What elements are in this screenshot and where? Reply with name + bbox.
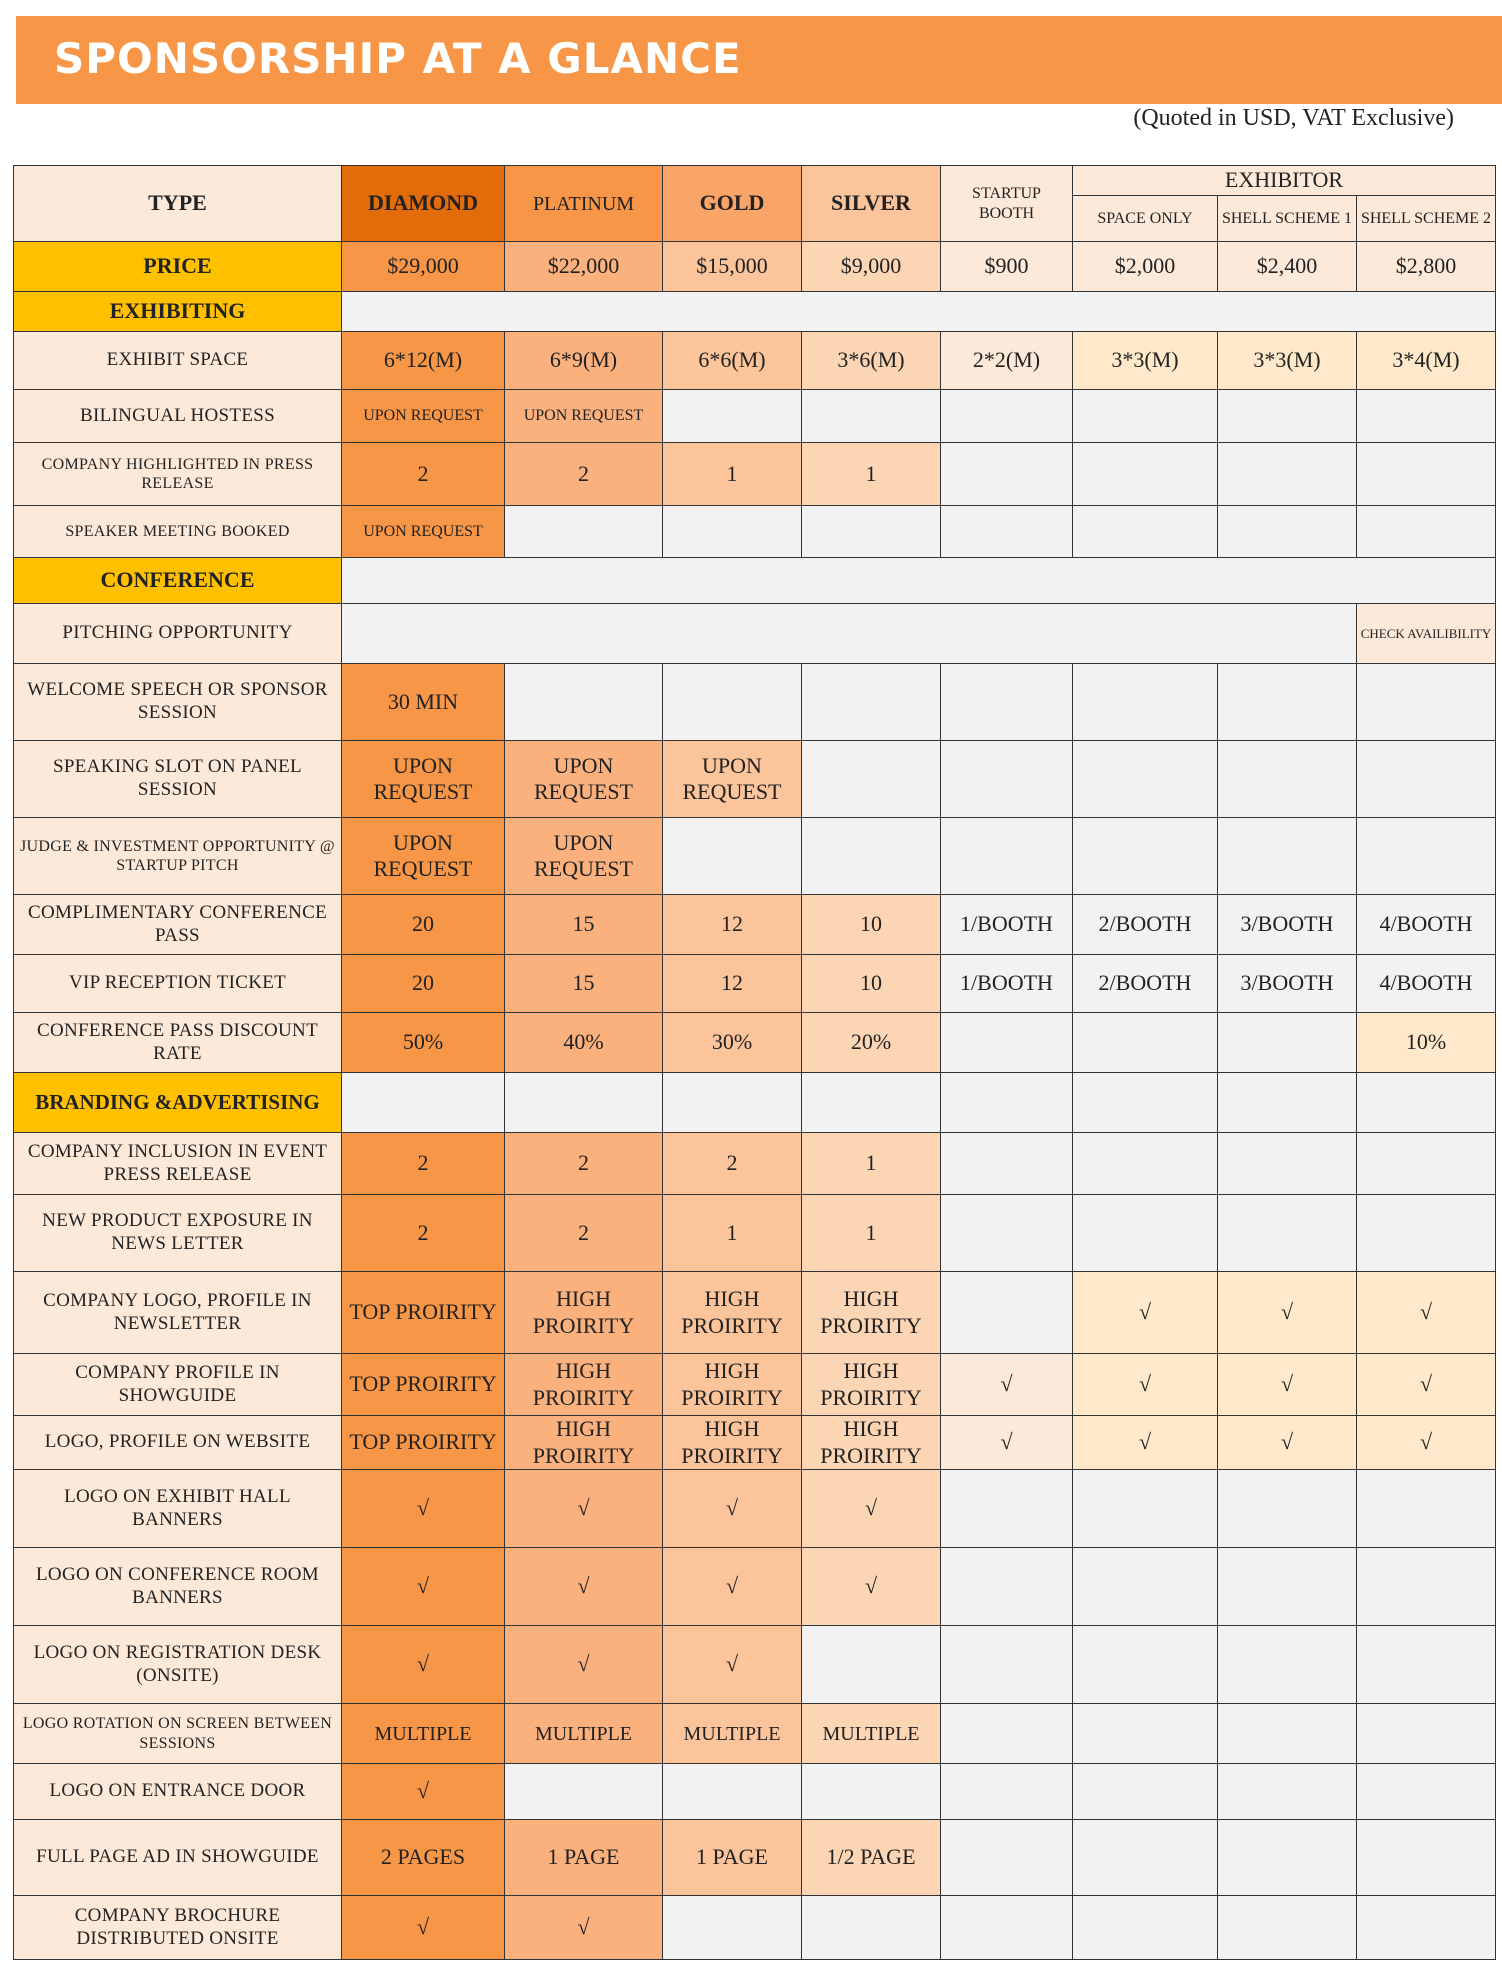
row-bilingual-hostess [14, 390, 1496, 443]
check-icon: √ [505, 1626, 663, 1704]
cell-platinum: UPON REQUEST [505, 818, 663, 895]
row-room-banners [14, 1548, 1496, 1626]
check-icon: √ [1357, 1354, 1496, 1416]
empty-cell [663, 664, 802, 741]
empty-cell [941, 818, 1073, 895]
cell-diamond: 2 [342, 1195, 505, 1272]
cell-shell-scheme-2: 4/BOOTH [1357, 955, 1496, 1013]
row-label: SPEAKING SLOT ON PANEL SESSION [14, 741, 342, 818]
cell-platinum: 2 [505, 1133, 663, 1195]
empty-cell [663, 506, 802, 558]
cell-diamond: UPON REQUEST [342, 506, 505, 558]
empty-cell [1218, 664, 1357, 741]
header-diamond: DIAMOND [342, 166, 505, 242]
section-label: BRANDING &ADVERTISING [14, 1073, 342, 1133]
empty-cell [1073, 1764, 1218, 1820]
empty-cell [1357, 1820, 1496, 1896]
page-title: SPONSORSHIP AT A GLANCE [54, 34, 742, 83]
row-newsletter-logo [14, 1272, 1496, 1354]
check-icon: √ [941, 1416, 1073, 1470]
empty-cell [1357, 1073, 1496, 1133]
row-complimentary-pass [14, 895, 1496, 955]
check-icon: √ [1218, 1354, 1357, 1416]
empty-cell [1218, 1764, 1357, 1820]
row-label: COMPANY HIGHLIGHTED IN PRESS RELEASE [14, 443, 342, 506]
cell-platinum: UPON REQUEST [505, 390, 663, 443]
sponsorship-table [13, 165, 1496, 1960]
empty-cell [1357, 1548, 1496, 1626]
empty-cell [941, 664, 1073, 741]
empty-cell [941, 1704, 1073, 1764]
row-label: LOGO ON EXHIBIT HALL BANNERS [14, 1470, 342, 1548]
cell-silver: 3*6(M) [802, 332, 941, 390]
empty-cell [1357, 390, 1496, 443]
cell-platinum: HIGH PROIRITY [505, 1416, 663, 1470]
check-icon: √ [802, 1470, 941, 1548]
empty-cell [342, 604, 1357, 664]
check-icon: √ [342, 1548, 505, 1626]
check-icon: √ [1073, 1416, 1218, 1470]
empty-cell [663, 1764, 802, 1820]
cell-gold: 1 [663, 1195, 802, 1272]
row-entrance-door [14, 1764, 1496, 1820]
empty-cell [1218, 1704, 1357, 1764]
empty-cell [1073, 664, 1218, 741]
empty-cell [342, 292, 1496, 332]
empty-cell [505, 664, 663, 741]
cell-platinum: 15 [505, 955, 663, 1013]
cell-gold: UPON REQUEST [663, 741, 802, 818]
empty-cell [1357, 1704, 1496, 1764]
check-icon: √ [505, 1548, 663, 1626]
check-icon: √ [505, 1470, 663, 1548]
row-judge-investment [14, 818, 1496, 895]
empty-cell [1073, 1073, 1218, 1133]
header-shell-scheme-2: SHELL SCHEME 2 [1357, 196, 1496, 242]
row-label: COMPANY INCLUSION IN EVENT PRESS RELEASE [14, 1133, 342, 1195]
empty-cell [1073, 741, 1218, 818]
cell-diamond: TOP PROIRITY [342, 1354, 505, 1416]
header-shell-scheme-1: SHELL SCHEME 1 [1218, 196, 1357, 242]
empty-cell [1357, 1195, 1496, 1272]
cell-silver: HIGH PROIRITY [802, 1354, 941, 1416]
check-icon: √ [1218, 1416, 1357, 1470]
empty-cell [1073, 1896, 1218, 1960]
row-label: LOGO, PROFILE ON WEBSITE [14, 1416, 342, 1470]
empty-cell [1073, 1470, 1218, 1548]
cell-shell-scheme-1: 3/BOOTH [1218, 895, 1357, 955]
empty-cell [941, 506, 1073, 558]
cell-gold: 2 [663, 1133, 802, 1195]
empty-cell [941, 443, 1073, 506]
empty-cell [1073, 390, 1218, 443]
row-label: LOGO ON CONFERENCE ROOM BANNERS [14, 1548, 342, 1626]
check-icon: √ [1218, 1272, 1357, 1354]
row-logo-rotation [14, 1704, 1496, 1764]
cell-diamond: UPON REQUEST [342, 818, 505, 895]
cell-gold: 30% [663, 1013, 802, 1073]
empty-cell [1218, 443, 1357, 506]
header-platinum: PLATINUM [505, 166, 663, 242]
cell-silver: 1 [802, 1133, 941, 1195]
row-label: VIP RECEPTION TICKET [14, 955, 342, 1013]
empty-cell [941, 1013, 1073, 1073]
cell-startup-booth: 1/BOOTH [941, 955, 1073, 1013]
empty-cell [1218, 1896, 1357, 1960]
empty-cell [1218, 390, 1357, 443]
section-label: EXHIBITING [14, 292, 342, 332]
cell-gold: 1 [663, 443, 802, 506]
cell-shell-scheme-1: 3/BOOTH [1218, 955, 1357, 1013]
cell-shell-scheme-2: 10% [1357, 1013, 1496, 1073]
section-exhibiting [14, 292, 1496, 332]
empty-cell [1073, 1195, 1218, 1272]
check-icon: √ [663, 1548, 802, 1626]
cell-diamond: 2 [342, 443, 505, 506]
section-conference [14, 558, 1496, 604]
empty-cell [1073, 1626, 1218, 1704]
cell-startup-booth: 1/BOOTH [941, 895, 1073, 955]
row-label: LOGO ON ENTRANCE DOOR [14, 1764, 342, 1820]
row-label: NEW PRODUCT EXPOSURE IN NEWS LETTER [14, 1195, 342, 1272]
row-label: EXHIBIT SPACE [14, 332, 342, 390]
check-icon: √ [505, 1896, 663, 1960]
row-pitching [14, 604, 1496, 664]
row-label: LOGO ON REGISTRATION DESK (ONSITE) [14, 1626, 342, 1704]
cell-diamond: UPON REQUEST [342, 390, 505, 443]
cell-diamond: 20 [342, 895, 505, 955]
cell-gold: 12 [663, 895, 802, 955]
empty-cell [1357, 1764, 1496, 1820]
cell-silver: MULTIPLE [802, 1704, 941, 1764]
header-startup-booth: STARTUP BOOTH [941, 166, 1073, 242]
header-type: TYPE [14, 166, 342, 242]
row-brochure [14, 1896, 1496, 1960]
row-newsletter-product [14, 1195, 1496, 1272]
empty-cell [1218, 506, 1357, 558]
cell-gold: HIGH PROIRITY [663, 1272, 802, 1354]
empty-cell [1218, 1626, 1357, 1704]
row-panel-session [14, 741, 1496, 818]
empty-cell [941, 1272, 1073, 1354]
check-icon: √ [342, 1470, 505, 1548]
row-label: JUDGE & INVESTMENT OPPORTUNITY @ STARTUP PITCH [14, 818, 342, 895]
row-exhibit-space [14, 332, 1496, 390]
cell-gold: 12 [663, 955, 802, 1013]
check-icon: √ [342, 1626, 505, 1704]
cell-silver: 20% [802, 1013, 941, 1073]
cell-platinum: HIGH PROIRITY [505, 1272, 663, 1354]
empty-cell [505, 1764, 663, 1820]
cell-silver: 1/2 PAGE [802, 1820, 941, 1896]
price-shell-scheme-1: $2,400 [1218, 242, 1357, 292]
header-gold: GOLD [663, 166, 802, 242]
empty-cell [1073, 506, 1218, 558]
cell-gold: HIGH PROIRITY [663, 1416, 802, 1470]
check-icon: √ [1073, 1354, 1218, 1416]
cell-diamond: 50% [342, 1013, 505, 1073]
check-icon: √ [941, 1354, 1073, 1416]
cell-shell-scheme-2: 3*4(M) [1357, 332, 1496, 390]
row-label: WELCOME SPEECH OR SPONSOR SESSION [14, 664, 342, 741]
empty-cell [941, 1896, 1073, 1960]
empty-cell [663, 390, 802, 443]
check-icon: √ [802, 1548, 941, 1626]
cell-diamond: 2 PAGES [342, 1820, 505, 1896]
empty-cell [1073, 1548, 1218, 1626]
cell-startup-booth: 2*2(M) [941, 332, 1073, 390]
check-icon: √ [663, 1626, 802, 1704]
empty-cell [802, 1626, 941, 1704]
empty-cell [1218, 1195, 1357, 1272]
empty-cell [1073, 1133, 1218, 1195]
row-full-page-ad [14, 1820, 1496, 1896]
row-discount-rate [14, 1013, 1496, 1073]
currency-note: (Quoted in USD, VAT Exclusive) [1133, 105, 1454, 131]
cell-silver: 1 [802, 1195, 941, 1272]
empty-cell [505, 1073, 663, 1133]
cell-diamond: 6*12(M) [342, 332, 505, 390]
price-startup-booth: $900 [941, 242, 1073, 292]
row-label: FULL PAGE AD IN SHOWGUIDE [14, 1820, 342, 1896]
price-gold: $15,000 [663, 242, 802, 292]
empty-cell [1357, 818, 1496, 895]
price-diamond: $29,000 [342, 242, 505, 292]
empty-cell [1218, 1013, 1357, 1073]
cell-space-only: 2/BOOTH [1073, 895, 1218, 955]
price-shell-scheme-2: $2,800 [1357, 242, 1496, 292]
empty-cell [802, 1896, 941, 1960]
check-icon: √ [342, 1764, 505, 1820]
row-welcome-speech [14, 664, 1496, 741]
price-platinum: $22,000 [505, 242, 663, 292]
empty-cell [941, 1820, 1073, 1896]
cell-platinum: HIGH PROIRITY [505, 1354, 663, 1416]
empty-cell [941, 1548, 1073, 1626]
cell-platinum: UPON REQUEST [505, 741, 663, 818]
empty-cell [1357, 506, 1496, 558]
cell-gold: MULTIPLE [663, 1704, 802, 1764]
empty-cell [941, 1133, 1073, 1195]
title-banner [16, 16, 1502, 104]
cell-platinum: 6*9(M) [505, 332, 663, 390]
empty-cell [1357, 1470, 1496, 1548]
empty-cell [802, 1073, 941, 1133]
empty-cell [1218, 1133, 1357, 1195]
cell-diamond: 20 [342, 955, 505, 1013]
cell-silver: 10 [802, 895, 941, 955]
section-branding [14, 1073, 1496, 1133]
row-label: PRICE [14, 242, 342, 292]
empty-cell [342, 558, 1496, 604]
header-exhibitor: EXHIBITOR [1073, 166, 1496, 196]
empty-cell [1357, 741, 1496, 818]
empty-cell [941, 1195, 1073, 1272]
cell-shell-scheme-2: CHECK AVAILIBILITY [1357, 604, 1496, 664]
cell-gold: 1 PAGE [663, 1820, 802, 1896]
cell-diamond: MULTIPLE [342, 1704, 505, 1764]
empty-cell [1357, 1896, 1496, 1960]
row-hall-banners [14, 1470, 1496, 1548]
row-company-highlighted [14, 443, 1496, 506]
empty-cell [941, 390, 1073, 443]
price-silver: $9,000 [802, 242, 941, 292]
row-label: COMPANY LOGO, PROFILE IN NEWSLETTER [14, 1272, 342, 1354]
price-space-only: $2,000 [1073, 242, 1218, 292]
empty-cell [802, 1764, 941, 1820]
empty-cell [941, 741, 1073, 818]
empty-cell [1218, 741, 1357, 818]
row-label: COMPANY BROCHURE DISTRIBUTED ONSITE [14, 1896, 342, 1960]
empty-cell [941, 1626, 1073, 1704]
empty-cell [1073, 818, 1218, 895]
check-icon: √ [1073, 1272, 1218, 1354]
check-icon: √ [342, 1896, 505, 1960]
cell-space-only: 3*3(M) [1073, 332, 1218, 390]
row-showguide-profile [14, 1354, 1496, 1416]
check-icon: √ [1357, 1272, 1496, 1354]
cell-diamond: 2 [342, 1133, 505, 1195]
empty-cell [802, 741, 941, 818]
cell-platinum: 1 PAGE [505, 1820, 663, 1896]
header-space-only: SPACE ONLY [1073, 196, 1218, 242]
row-label: COMPLIMENTARY CONFERENCE PASS [14, 895, 342, 955]
empty-cell [1357, 1626, 1496, 1704]
empty-cell [663, 1896, 802, 1960]
empty-cell [1218, 1470, 1357, 1548]
cell-silver: 1 [802, 443, 941, 506]
row-label: COMPANY PROFILE IN SHOWGUIDE [14, 1354, 342, 1416]
cell-platinum: 15 [505, 895, 663, 955]
empty-cell [1218, 1820, 1357, 1896]
row-price [14, 242, 1496, 292]
cell-platinum: MULTIPLE [505, 1704, 663, 1764]
cell-diamond: UPON REQUEST [342, 741, 505, 818]
cell-diamond: TOP PROIRITY [342, 1416, 505, 1470]
cell-space-only: 2/BOOTH [1073, 955, 1218, 1013]
row-label: BILINGUAL HOSTESS [14, 390, 342, 443]
empty-cell [802, 506, 941, 558]
empty-cell [941, 1073, 1073, 1133]
cell-diamond: TOP PROIRITY [342, 1272, 505, 1354]
empty-cell [505, 506, 663, 558]
cell-silver: HIGH PROIRITY [802, 1416, 941, 1470]
row-website [14, 1416, 1496, 1470]
empty-cell [802, 390, 941, 443]
empty-cell [1073, 1013, 1218, 1073]
header-silver: SILVER [802, 166, 941, 242]
check-icon: √ [663, 1470, 802, 1548]
cell-platinum: 2 [505, 443, 663, 506]
empty-cell [1218, 818, 1357, 895]
row-label: LOGO ROTATION ON SCREEN BETWEEN SESSIONS [14, 1704, 342, 1764]
check-icon: √ [1357, 1416, 1496, 1470]
empty-cell [1218, 1548, 1357, 1626]
empty-cell [342, 1073, 505, 1133]
cell-platinum: 40% [505, 1013, 663, 1073]
cell-silver: 10 [802, 955, 941, 1013]
row-label: SPEAKER MEETING BOOKED [14, 506, 342, 558]
empty-cell [1073, 1704, 1218, 1764]
empty-cell [1357, 1133, 1496, 1195]
cell-silver: HIGH PROIRITY [802, 1272, 941, 1354]
empty-cell [663, 1073, 802, 1133]
empty-cell [802, 664, 941, 741]
empty-cell [663, 818, 802, 895]
cell-shell-scheme-2: 4/BOOTH [1357, 895, 1496, 955]
empty-cell [1357, 443, 1496, 506]
empty-cell [941, 1764, 1073, 1820]
cell-gold: HIGH PROIRITY [663, 1354, 802, 1416]
section-label: CONFERENCE [14, 558, 342, 604]
row-press-inclusion [14, 1133, 1496, 1195]
empty-cell [1218, 1073, 1357, 1133]
empty-cell [1073, 1820, 1218, 1896]
row-label: PITCHING OPPORTUNITY [14, 604, 342, 664]
empty-cell [1357, 664, 1496, 741]
cell-diamond: 30 MIN [342, 664, 505, 741]
empty-cell [802, 818, 941, 895]
cell-shell-scheme-1: 3*3(M) [1218, 332, 1357, 390]
empty-cell [941, 1470, 1073, 1548]
row-registration-desk [14, 1626, 1496, 1704]
row-vip-ticket [14, 955, 1496, 1013]
empty-cell [1073, 443, 1218, 506]
row-speaker-meeting [14, 506, 1496, 558]
cell-platinum: 2 [505, 1195, 663, 1272]
row-label: CONFERENCE PASS DISCOUNT RATE [14, 1013, 342, 1073]
cell-gold: 6*6(M) [663, 332, 802, 390]
